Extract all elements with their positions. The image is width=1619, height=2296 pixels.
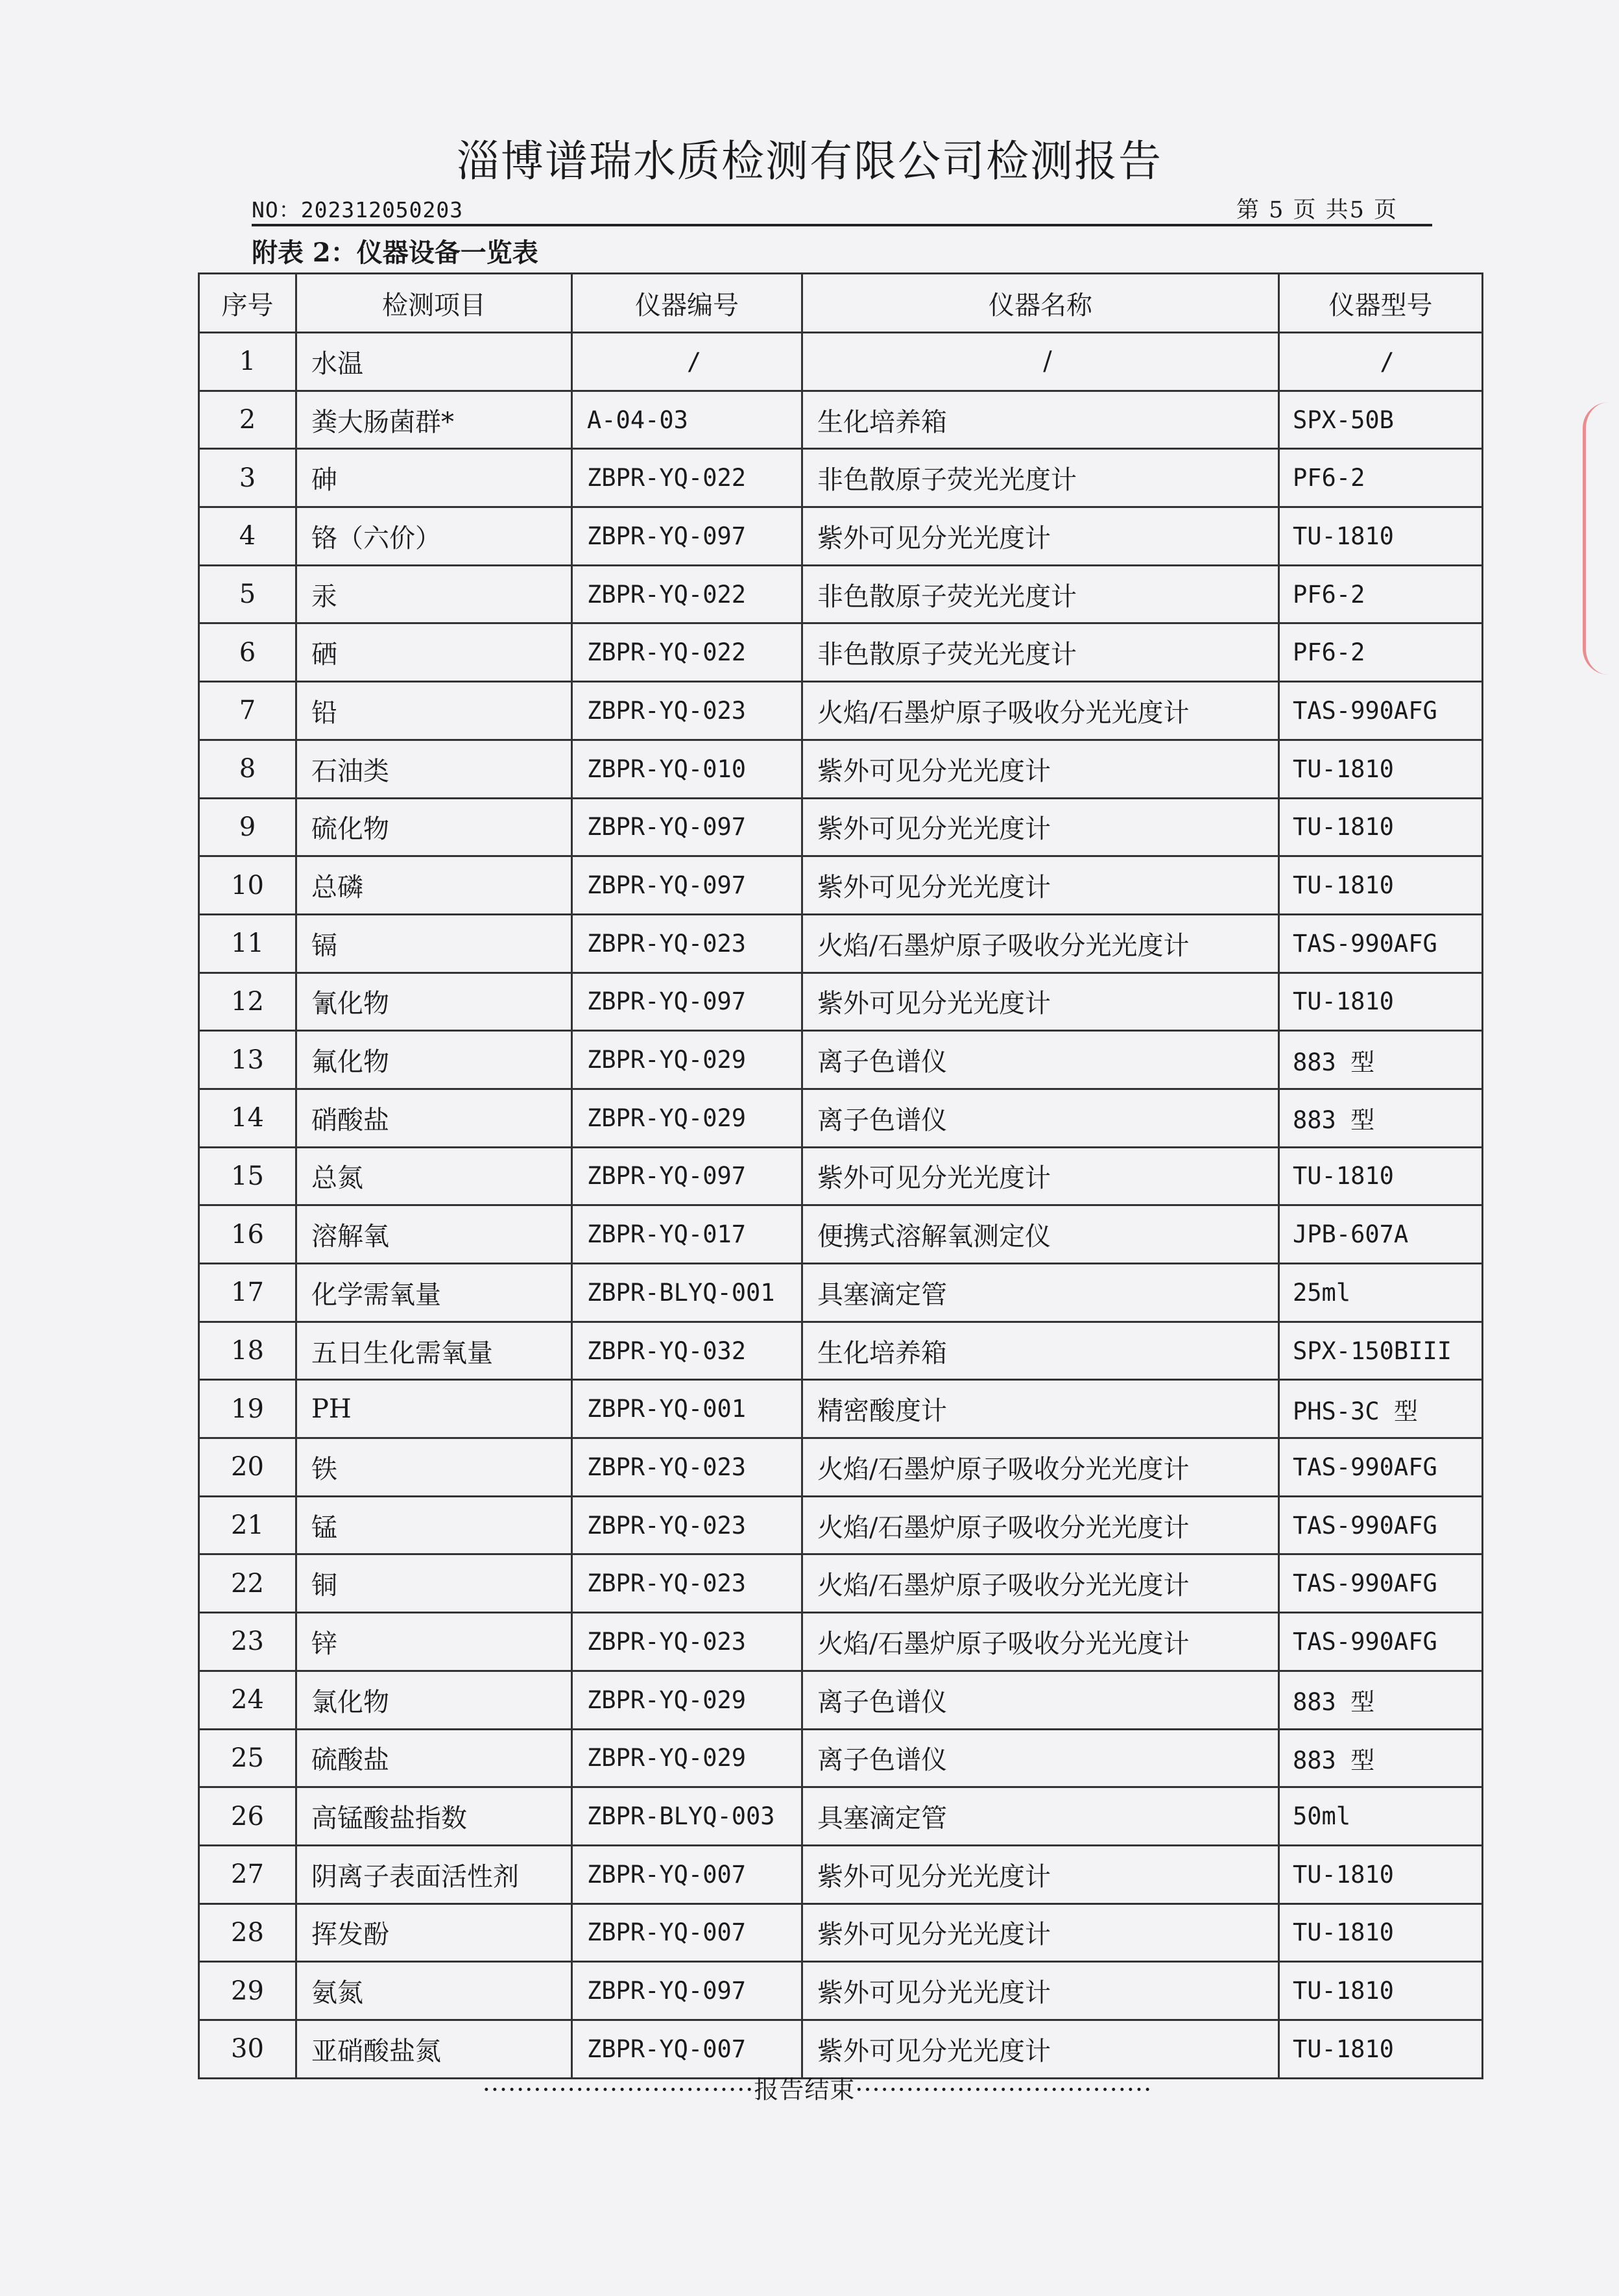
cell-item: 硒 [296, 623, 572, 682]
cell-model: PF6-2 [1279, 449, 1483, 507]
cell-name: 紫外可见分光光度计 [802, 507, 1279, 566]
cell-name: 便携式溶解氧测定仪 [802, 1205, 1279, 1264]
cell-code: ZBPR-YQ-029 [572, 1089, 802, 1147]
cell-seq: 5 [199, 565, 296, 623]
cell-item: 硝酸盐 [296, 1089, 572, 1147]
cell-code: A-04-03 [572, 391, 802, 449]
cell-name: 生化培养箱 [802, 1322, 1279, 1380]
cell-seq: 20 [199, 1438, 296, 1497]
table-row [199, 333, 1483, 391]
table-row [199, 1089, 1483, 1147]
cell-item: 铅 [296, 682, 572, 740]
header-code: 仪器编号 [572, 274, 802, 333]
cell-code: ZBPR-YQ-007 [572, 1845, 802, 1903]
cell-code: ZBPR-YQ-023 [572, 1613, 802, 1671]
cell-item: 铁 [296, 1438, 572, 1497]
cell-seq: 12 [199, 973, 296, 1031]
cell-seq: 10 [199, 856, 296, 915]
cell-code: ZBPR-YQ-032 [572, 1322, 802, 1380]
table-row [199, 856, 1483, 915]
cell-item: 阴离子表面活性剂 [296, 1845, 572, 1903]
header-model: 仪器型号 [1279, 274, 1483, 333]
table-row [199, 1903, 1483, 1962]
cell-model: TAS-990AFG [1279, 1613, 1483, 1671]
cell-model: TU-1810 [1279, 2020, 1483, 2078]
cell-item: 镉 [296, 914, 572, 973]
cell-item: 亚硝酸盐氮 [296, 2020, 572, 2078]
cell-item: 溶解氧 [296, 1205, 572, 1264]
cell-code: ZBPR-YQ-007 [572, 1903, 802, 1962]
cell-item: 铜 [296, 1554, 572, 1613]
cell-item: 氰化物 [296, 973, 572, 1031]
cell-model: TU-1810 [1279, 507, 1483, 566]
cell-item: 石油类 [296, 740, 572, 798]
cell-name: 紫外可见分光光度计 [802, 1147, 1279, 1205]
table-row [199, 1147, 1483, 1205]
cell-name: 火焰/石墨炉原子吸收分光光度计 [802, 914, 1279, 973]
header-seq: 序号 [199, 274, 296, 333]
cell-code: ZBPR-YQ-023 [572, 914, 802, 973]
cell-seq: 7 [199, 682, 296, 740]
cell-code: ZBPR-BLYQ-001 [572, 1264, 802, 1322]
cell-item: PH [296, 1380, 572, 1438]
cell-seq: 21 [199, 1496, 296, 1554]
cell-model: 883 型 [1279, 1729, 1483, 1787]
cell-code: ZBPR-YQ-022 [572, 449, 802, 507]
table-row [199, 973, 1483, 1031]
cell-name: 火焰/石墨炉原子吸收分光光度计 [802, 1496, 1279, 1554]
cell-seq: 19 [199, 1380, 296, 1438]
cell-code: ZBPR-YQ-023 [572, 1438, 802, 1497]
cell-seq: 14 [199, 1089, 296, 1147]
cell-name: 紫外可见分光光度计 [802, 2020, 1279, 2078]
header-item: 检测项目 [296, 274, 572, 333]
cell-code: ZBPR-YQ-023 [572, 1496, 802, 1554]
cell-code: ZBPR-YQ-029 [572, 1671, 802, 1729]
cell-item: 五日生化需氧量 [296, 1322, 572, 1380]
equipment-table [198, 272, 1483, 2079]
cell-seq: 16 [199, 1205, 296, 1264]
table-row [199, 1554, 1483, 1613]
cell-code: ZBPR-YQ-097 [572, 973, 802, 1031]
cell-item: 铬（六价） [296, 507, 572, 566]
table-row [199, 1438, 1483, 1497]
table-row [199, 798, 1483, 856]
cell-model: TU-1810 [1279, 1962, 1483, 2020]
table-row [199, 740, 1483, 798]
table-row [199, 391, 1483, 449]
cell-item: 化学需氧量 [296, 1264, 572, 1322]
cell-model: TAS-990AFG [1279, 1438, 1483, 1497]
header-rule [252, 224, 1432, 226]
cell-name: 生化培养箱 [802, 391, 1279, 449]
cell-seq: 11 [199, 914, 296, 973]
cell-model: PHS-3C 型 [1279, 1380, 1483, 1438]
cell-name: 离子色谱仪 [802, 1671, 1279, 1729]
cell-code: ZBPR-YQ-023 [572, 1554, 802, 1613]
cell-seq: 6 [199, 623, 296, 682]
cell-name: 离子色谱仪 [802, 1031, 1279, 1089]
cell-item: 砷 [296, 449, 572, 507]
cell-item: 锰 [296, 1496, 572, 1554]
cell-seq: 22 [199, 1554, 296, 1613]
cell-item: 硫酸盐 [296, 1729, 572, 1787]
cell-name: 火焰/石墨炉原子吸收分光光度计 [802, 682, 1279, 740]
cell-code: ZBPR-YQ-007 [572, 2020, 802, 2078]
cell-seq: 27 [199, 1845, 296, 1903]
cell-name: 离子色谱仪 [802, 1729, 1279, 1787]
table-subtitle: 附表 2：仪器设备一览表 [252, 237, 538, 268]
cell-model: TU-1810 [1279, 973, 1483, 1031]
cell-name: / [802, 333, 1279, 391]
cell-code: ZBPR-YQ-017 [572, 1205, 802, 1264]
cell-name: 精密酸度计 [802, 1380, 1279, 1438]
table-row [199, 682, 1483, 740]
cell-name: 紫外可见分光光度计 [802, 1903, 1279, 1962]
table-row [199, 1613, 1483, 1671]
cell-name: 火焰/石墨炉原子吸收分光光度计 [802, 1613, 1279, 1671]
cell-code: ZBPR-YQ-001 [572, 1380, 802, 1438]
cell-name: 具塞滴定管 [802, 1264, 1279, 1322]
table-row [199, 1845, 1483, 1903]
cell-model: SPX-150BIII [1279, 1322, 1483, 1380]
cell-seq: 2 [199, 391, 296, 449]
cell-seq: 15 [199, 1147, 296, 1205]
cell-item: 锌 [296, 1613, 572, 1671]
cell-name: 紫外可见分光光度计 [802, 740, 1279, 798]
cell-name: 紫外可见分光光度计 [802, 973, 1279, 1031]
table-row [199, 914, 1483, 973]
cell-seq: 30 [199, 2020, 296, 2078]
cell-model: SPX-50B [1279, 391, 1483, 449]
report-end: ································报告结束··································· [482, 2075, 1153, 2104]
table-row [199, 1496, 1483, 1554]
cell-model: 25ml [1279, 1264, 1483, 1322]
cell-model: TU-1810 [1279, 1845, 1483, 1903]
cell-seq: 25 [199, 1729, 296, 1787]
cell-code: ZBPR-YQ-010 [572, 740, 802, 798]
seal-stamp-edge [1583, 402, 1619, 675]
cell-seq: 26 [199, 1787, 296, 1846]
cell-model: TAS-990AFG [1279, 914, 1483, 973]
table-row [199, 1031, 1483, 1089]
cell-name: 非色散原子荧光光度计 [802, 449, 1279, 507]
cell-item: 硫化物 [296, 798, 572, 856]
cell-code: / [572, 333, 802, 391]
cell-item: 高锰酸盐指数 [296, 1787, 572, 1846]
table-row [199, 1671, 1483, 1729]
cell-item: 总氮 [296, 1147, 572, 1205]
table-row [199, 449, 1483, 507]
cell-code: ZBPR-YQ-097 [572, 507, 802, 566]
cell-seq: 4 [199, 507, 296, 566]
report-number: NO：202312050203 [252, 197, 464, 223]
table-row [199, 507, 1483, 566]
cell-model: JPB-607A [1279, 1205, 1483, 1264]
cell-item: 挥发酚 [296, 1903, 572, 1962]
cell-seq: 8 [199, 740, 296, 798]
cell-code: ZBPR-YQ-022 [572, 623, 802, 682]
cell-model: 50ml [1279, 1787, 1483, 1846]
cell-seq: 28 [199, 1903, 296, 1962]
cell-model: TU-1810 [1279, 1147, 1483, 1205]
cell-name: 非色散原子荧光光度计 [802, 565, 1279, 623]
cell-model: TU-1810 [1279, 740, 1483, 798]
cell-code: ZBPR-BLYQ-003 [572, 1787, 802, 1846]
cell-name: 紫外可见分光光度计 [802, 798, 1279, 856]
cell-code: ZBPR-YQ-029 [572, 1729, 802, 1787]
cell-model: TU-1810 [1279, 1903, 1483, 1962]
cell-name: 紫外可见分光光度计 [802, 856, 1279, 915]
cell-item: 粪大肠菌群* [296, 391, 572, 449]
cell-seq: 17 [199, 1264, 296, 1322]
cell-seq: 23 [199, 1613, 296, 1671]
table-row [199, 623, 1483, 682]
report-title: 淄博谱瑞水质检测有限公司检测报告 [457, 136, 1162, 186]
cell-code: ZBPR-YQ-097 [572, 856, 802, 915]
cell-model: TAS-990AFG [1279, 1496, 1483, 1554]
cell-name: 火焰/石墨炉原子吸收分光光度计 [802, 1438, 1279, 1497]
cell-model: TU-1810 [1279, 798, 1483, 856]
cell-seq: 1 [199, 333, 296, 391]
cell-seq: 18 [199, 1322, 296, 1380]
header-name: 仪器名称 [802, 274, 1279, 333]
table-body [199, 333, 1483, 2079]
cell-name: 具塞滴定管 [802, 1787, 1279, 1846]
cell-name: 紫外可见分光光度计 [802, 1962, 1279, 2020]
table-row [199, 1729, 1483, 1787]
cell-seq: 3 [199, 449, 296, 507]
cell-code: ZBPR-YQ-023 [572, 682, 802, 740]
cell-item: 氟化物 [296, 1031, 572, 1089]
cell-model: 883 型 [1279, 1089, 1483, 1147]
cell-seq: 13 [199, 1031, 296, 1089]
cell-model: PF6-2 [1279, 565, 1483, 623]
table-row [199, 1380, 1483, 1438]
cell-name: 非色散原子荧光光度计 [802, 623, 1279, 682]
cell-code: ZBPR-YQ-022 [572, 565, 802, 623]
cell-code: ZBPR-YQ-097 [572, 1962, 802, 2020]
table-header-row [199, 274, 1483, 333]
cell-model: TAS-990AFG [1279, 1554, 1483, 1613]
cell-seq: 29 [199, 1962, 296, 2020]
cell-code: ZBPR-YQ-097 [572, 798, 802, 856]
table-row [199, 1205, 1483, 1264]
cell-model: / [1279, 333, 1483, 391]
cell-model: 883 型 [1279, 1671, 1483, 1729]
cell-item: 氯化物 [296, 1671, 572, 1729]
cell-name: 紫外可见分光光度计 [802, 1845, 1279, 1903]
table-row [199, 1962, 1483, 2020]
cell-model: TAS-990AFG [1279, 682, 1483, 740]
cell-seq: 24 [199, 1671, 296, 1729]
cell-model: 883 型 [1279, 1031, 1483, 1089]
page-info: 第 5 页 共5 页 [1236, 197, 1398, 223]
cell-item: 总磷 [296, 856, 572, 915]
cell-code: ZBPR-YQ-029 [572, 1031, 802, 1089]
cell-item: 氨氮 [296, 1962, 572, 2020]
cell-name: 火焰/石墨炉原子吸收分光光度计 [802, 1554, 1279, 1613]
cell-item: 水温 [296, 333, 572, 391]
cell-item: 汞 [296, 565, 572, 623]
table-row [199, 565, 1483, 623]
cell-name: 离子色谱仪 [802, 1089, 1279, 1147]
cell-code: ZBPR-YQ-097 [572, 1147, 802, 1205]
table-row [199, 1787, 1483, 1846]
cell-model: PF6-2 [1279, 623, 1483, 682]
cell-seq: 9 [199, 798, 296, 856]
cell-model: TU-1810 [1279, 856, 1483, 915]
table-row [199, 1322, 1483, 1380]
table-row [199, 1264, 1483, 1322]
